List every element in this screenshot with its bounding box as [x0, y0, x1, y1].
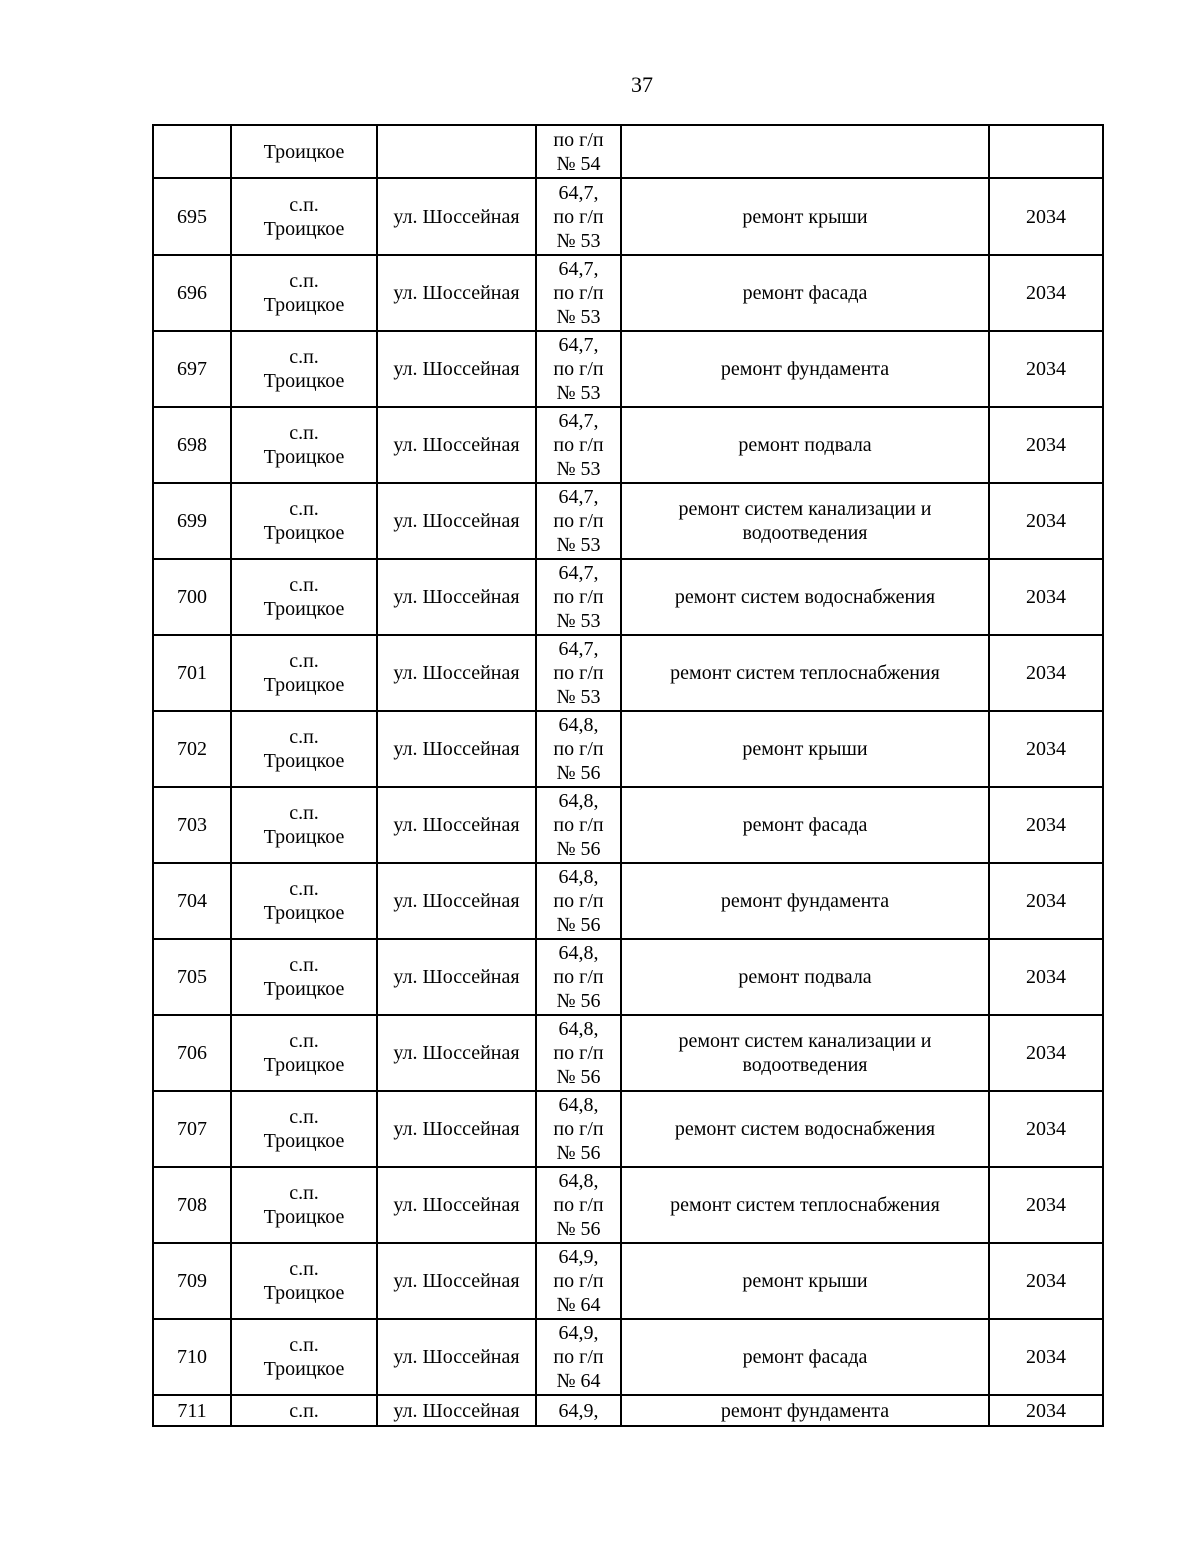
- cell-house-line: 64,7,: [558, 410, 599, 432]
- cell-house-line: 64,7,: [558, 181, 599, 204]
- cell-work-type: [621, 1319, 989, 1395]
- cell-settlement: [231, 559, 377, 635]
- cell-settlement: [231, 331, 377, 407]
- cell-street: ул. Шоссейная: [377, 483, 536, 559]
- cell-year: 2034: [989, 711, 1103, 787]
- cell-number: 709: [153, 1243, 231, 1319]
- cell-work-type-line: ремонт фасада: [742, 814, 868, 836]
- cell-number: 703: [153, 787, 231, 863]
- cell-house-line: № 53: [556, 458, 601, 480]
- cell-work-type: [621, 1395, 989, 1426]
- table-row: [153, 483, 1103, 559]
- table-row: [153, 178, 1103, 255]
- table-row: [153, 559, 1103, 635]
- cell-house-line: № 53: [556, 229, 601, 252]
- cell-number: 702: [153, 711, 231, 787]
- cell-work-type-line: ремонт систем канализации и: [678, 1030, 932, 1052]
- table-row: [153, 1243, 1103, 1319]
- cell-settlement-line: Троицкое: [263, 446, 345, 468]
- cell-year: 2034: [989, 178, 1103, 255]
- cell-number: 711: [153, 1395, 231, 1426]
- cell-work-type-line: ремонт фундамента: [720, 358, 890, 380]
- cell-settlement: [231, 1015, 377, 1091]
- cell-settlement-line: с.п.: [289, 1030, 319, 1052]
- cell-number: 708: [153, 1167, 231, 1243]
- cell-settlement-line: Троицкое: [263, 826, 345, 848]
- cell-settlement: [231, 1167, 377, 1243]
- cell-street: ул. Шоссейная: [377, 939, 536, 1015]
- cell-work-type-line: ремонт систем водоснабжения: [674, 1118, 936, 1140]
- cell-settlement-line: с.п.: [289, 1334, 319, 1356]
- cell-house-line: № 56: [556, 838, 601, 860]
- cell-house: [536, 1319, 621, 1395]
- cell-house-line: по г/п: [553, 1118, 604, 1140]
- cell-house-line: № 54: [556, 152, 601, 175]
- cell-house-line: 64,8,: [558, 1018, 599, 1040]
- cell-settlement-line: с.п.: [289, 422, 319, 444]
- cell-house: [536, 483, 621, 559]
- cell-street: ул. Шоссейная: [377, 1167, 536, 1243]
- cell-house-line: № 56: [556, 762, 601, 784]
- cell-settlement-line: Троицкое: [263, 1358, 345, 1380]
- cell-house-line: по г/п: [553, 1042, 604, 1064]
- cell-settlement-line: Троицкое: [263, 598, 345, 620]
- cell-settlement: [231, 178, 377, 255]
- cell-house-line: 64,8,: [558, 714, 599, 736]
- cell-settlement-line: Троицкое: [263, 978, 345, 1000]
- cell-settlement-line: Троицкое: [263, 370, 345, 392]
- cell-work-type: [621, 1243, 989, 1319]
- cell-work-type: [621, 939, 989, 1015]
- cell-work-type-line: ремонт систем водоснабжения: [674, 586, 936, 608]
- cell-street: ул. Шоссейная: [377, 1015, 536, 1091]
- cell-house: [536, 863, 621, 939]
- table-row: [153, 125, 1103, 178]
- cell-house-line: № 53: [556, 534, 601, 556]
- cell-house-line: 64,7,: [558, 562, 599, 584]
- cell-house-line: 64,9,: [558, 1246, 599, 1268]
- table-row: [153, 407, 1103, 483]
- cell-street: ул. Шоссейная: [377, 1395, 536, 1426]
- cell-house-line: № 56: [556, 1218, 601, 1240]
- cell-street: ул. Шоссейная: [377, 1319, 536, 1395]
- cell-street: ул. Шоссейная: [377, 178, 536, 255]
- cell-work-type-line: ремонт фундамента: [720, 890, 890, 912]
- cell-house: [536, 331, 621, 407]
- cell-house-line: 64,7,: [558, 638, 599, 660]
- cell-house-line: 64,7,: [558, 258, 599, 280]
- cell-work-type: [621, 331, 989, 407]
- cell-work-type: [621, 178, 989, 255]
- cell-work-type-line: ремонт систем канализации и: [678, 498, 932, 520]
- cell-year: 2034: [989, 407, 1103, 483]
- cell-work-type-line: ремонт подвала: [738, 434, 872, 456]
- cell-year: [989, 125, 1103, 178]
- cell-settlement-line: с.п.: [289, 650, 319, 672]
- cell-work-type-line: ремонт крыши: [742, 738, 868, 760]
- table-row: [153, 1091, 1103, 1167]
- cell-work-type-line: ремонт систем теплоснабжения: [670, 1194, 940, 1216]
- cell-year: 2034: [989, 863, 1103, 939]
- cell-work-type: [621, 1091, 989, 1167]
- cell-work-type: [621, 1015, 989, 1091]
- cell-year: 2034: [989, 1395, 1103, 1426]
- table-row: [153, 1395, 1103, 1426]
- cell-settlement-line: с.п.: [289, 574, 319, 596]
- cell-year: 2034: [989, 1319, 1103, 1395]
- cell-settlement-line: с.п.: [289, 1258, 319, 1280]
- cell-house-line: 64,8,: [558, 866, 599, 888]
- cell-work-type-line: ремонт крыши: [742, 1270, 868, 1292]
- cell-house-line: по г/п: [553, 1194, 604, 1216]
- cell-house-line: по г/п: [553, 586, 604, 608]
- cell-settlement-line: с.п.: [289, 270, 319, 292]
- cell-settlement-line: Троицкое: [263, 294, 345, 316]
- cell-number: 699: [153, 483, 231, 559]
- cell-work-type-line: водоотведения: [742, 1054, 868, 1076]
- cell-house-line: 64,8,: [558, 790, 599, 812]
- cell-work-type: [621, 787, 989, 863]
- table-row: [153, 255, 1103, 331]
- cell-work-type-line: ремонт фасада: [742, 282, 868, 304]
- cell-house-line: № 53: [556, 382, 601, 404]
- table-row: [153, 863, 1103, 939]
- page-number: 37: [631, 72, 653, 97]
- cell-year: 2034: [989, 331, 1103, 407]
- cell-house-line: 64,7,: [558, 334, 599, 356]
- cell-settlement: [231, 1091, 377, 1167]
- cell-settlement: [231, 1395, 377, 1426]
- cell-number: 700: [153, 559, 231, 635]
- cell-house-line: 64,8,: [558, 942, 599, 964]
- cell-settlement: [231, 635, 377, 711]
- cell-house: [536, 635, 621, 711]
- cell-settlement-line: Троицкое: [263, 1282, 345, 1304]
- table-row: [153, 1319, 1103, 1395]
- cell-street: ул. Шоссейная: [377, 255, 536, 331]
- cell-work-type: [621, 1167, 989, 1243]
- cell-year: 2034: [989, 559, 1103, 635]
- cell-settlement-line: Троицкое: [263, 902, 345, 924]
- cell-house: [536, 559, 621, 635]
- cell-work-type-line: ремонт подвала: [738, 966, 872, 988]
- cell-street: ул. Шоссейная: [377, 1091, 536, 1167]
- cell-street: ул. Шоссейная: [377, 331, 536, 407]
- cell-house-line: по г/п: [553, 205, 604, 228]
- cell-year: 2034: [989, 255, 1103, 331]
- cell-work-type: [621, 483, 989, 559]
- cell-settlement-line: Троицкое: [263, 140, 345, 163]
- cell-house: [536, 125, 621, 178]
- cell-house-line: 64,9,: [558, 1399, 599, 1422]
- cell-year: 2034: [989, 1167, 1103, 1243]
- cell-house-line: по г/п: [553, 1270, 604, 1292]
- cell-number: 705: [153, 939, 231, 1015]
- cell-settlement: [231, 1319, 377, 1395]
- cell-street: [377, 125, 536, 178]
- cell-settlement: [231, 787, 377, 863]
- cell-work-type-line: ремонт крыши: [742, 205, 868, 228]
- table-body: [153, 125, 1103, 1426]
- cell-house-line: № 53: [556, 686, 601, 708]
- cell-work-type: [621, 711, 989, 787]
- repair-schedule-table: [152, 124, 1104, 1427]
- cell-street: ул. Шоссейная: [377, 407, 536, 483]
- cell-house-line: по г/п: [553, 358, 604, 380]
- cell-number: 701: [153, 635, 231, 711]
- cell-street: ул. Шоссейная: [377, 1243, 536, 1319]
- cell-settlement: [231, 711, 377, 787]
- cell-work-type: [621, 635, 989, 711]
- cell-street: ул. Шоссейная: [377, 787, 536, 863]
- cell-house: [536, 1243, 621, 1319]
- cell-number: 697: [153, 331, 231, 407]
- table-row: [153, 787, 1103, 863]
- cell-house-line: по г/п: [553, 1346, 604, 1368]
- cell-number: 706: [153, 1015, 231, 1091]
- cell-year: 2034: [989, 939, 1103, 1015]
- cell-number: 696: [153, 255, 231, 331]
- cell-house-line: № 53: [556, 306, 601, 328]
- cell-settlement-line: с.п.: [289, 346, 319, 368]
- cell-settlement-line: Троицкое: [263, 674, 345, 696]
- cell-work-type-line: водоотведения: [742, 522, 868, 544]
- cell-settlement: [231, 483, 377, 559]
- cell-settlement-line: с.п.: [289, 878, 319, 900]
- cell-number: 698: [153, 407, 231, 483]
- cell-house-line: № 56: [556, 1142, 601, 1164]
- cell-house-line: по г/п: [553, 128, 604, 151]
- cell-house-line: № 64: [556, 1294, 601, 1316]
- cell-number: 707: [153, 1091, 231, 1167]
- cell-year: 2034: [989, 1091, 1103, 1167]
- cell-settlement: [231, 939, 377, 1015]
- cell-street: ул. Шоссейная: [377, 863, 536, 939]
- cell-house: [536, 1167, 621, 1243]
- cell-house-line: по г/п: [553, 814, 604, 836]
- cell-settlement-line: Троицкое: [263, 750, 345, 772]
- cell-settlement: [231, 863, 377, 939]
- cell-house: [536, 787, 621, 863]
- cell-settlement-line: Троицкое: [263, 1130, 345, 1152]
- cell-house-line: по г/п: [553, 738, 604, 760]
- cell-house: [536, 711, 621, 787]
- cell-house-line: № 64: [556, 1370, 601, 1392]
- table-row: [153, 331, 1103, 407]
- cell-settlement-line: с.п.: [289, 954, 319, 976]
- cell-house: [536, 407, 621, 483]
- cell-work-type: [621, 407, 989, 483]
- cell-house: [536, 1091, 621, 1167]
- cell-street: ул. Шоссейная: [377, 559, 536, 635]
- cell-house-line: № 53: [556, 610, 601, 632]
- cell-settlement-line: с.п.: [289, 193, 319, 216]
- cell-house-line: по г/п: [553, 510, 604, 532]
- cell-house-line: № 56: [556, 914, 601, 936]
- cell-settlement-line: с.п.: [289, 802, 319, 824]
- cell-work-type-line: ремонт систем теплоснабжения: [670, 662, 940, 684]
- cell-house-line: по г/п: [553, 966, 604, 988]
- cell-year: 2034: [989, 1243, 1103, 1319]
- cell-work-type-line: ремонт фундамента: [720, 1399, 890, 1422]
- table-row: [153, 1167, 1103, 1243]
- cell-house-line: № 56: [556, 990, 601, 1012]
- cell-work-type: [621, 255, 989, 331]
- cell-house-line: 64,7,: [558, 486, 599, 508]
- cell-house: [536, 255, 621, 331]
- table-row: [153, 635, 1103, 711]
- cell-house-line: 64,8,: [558, 1170, 599, 1192]
- cell-house-line: по г/п: [553, 890, 604, 912]
- cell-work-type: [621, 125, 989, 178]
- cell-house-line: по г/п: [553, 662, 604, 684]
- cell-house-line: 64,9,: [558, 1322, 599, 1344]
- cell-year: 2034: [989, 787, 1103, 863]
- cell-settlement: [231, 125, 377, 178]
- table-row: [153, 939, 1103, 1015]
- cell-house-line: № 56: [556, 1066, 601, 1088]
- cell-house-line: 64,8,: [558, 1094, 599, 1116]
- table-row: [153, 1015, 1103, 1091]
- cell-house: [536, 939, 621, 1015]
- cell-settlement: [231, 407, 377, 483]
- cell-work-type-line: ремонт фасада: [742, 1346, 868, 1368]
- cell-work-type: [621, 559, 989, 635]
- cell-number: [153, 125, 231, 178]
- cell-settlement-line: с.п.: [289, 1182, 319, 1204]
- cell-settlement-line: Троицкое: [263, 217, 345, 240]
- cell-house-line: по г/п: [553, 434, 604, 456]
- cell-settlement-line: Троицкое: [263, 522, 345, 544]
- cell-settlement-line: с.п.: [289, 726, 319, 748]
- cell-number: 710: [153, 1319, 231, 1395]
- cell-year: 2034: [989, 635, 1103, 711]
- cell-settlement-line: с.п.: [289, 1106, 319, 1128]
- cell-house-line: по г/п: [553, 282, 604, 304]
- cell-number: 704: [153, 863, 231, 939]
- cell-year: 2034: [989, 1015, 1103, 1091]
- cell-work-type: [621, 863, 989, 939]
- cell-settlement-line: с.п.: [289, 1399, 319, 1422]
- cell-settlement: [231, 1243, 377, 1319]
- cell-number: 695: [153, 178, 231, 255]
- cell-settlement-line: Троицкое: [263, 1054, 345, 1076]
- cell-house: [536, 1395, 621, 1426]
- cell-house: [536, 1015, 621, 1091]
- cell-settlement-line: Троицкое: [263, 1206, 345, 1228]
- cell-house: [536, 178, 621, 255]
- cell-year: 2034: [989, 483, 1103, 559]
- cell-settlement-line: с.п.: [289, 498, 319, 520]
- table-row: [153, 711, 1103, 787]
- cell-street: ул. Шоссейная: [377, 635, 536, 711]
- cell-settlement: [231, 255, 377, 331]
- cell-street: ул. Шоссейная: [377, 711, 536, 787]
